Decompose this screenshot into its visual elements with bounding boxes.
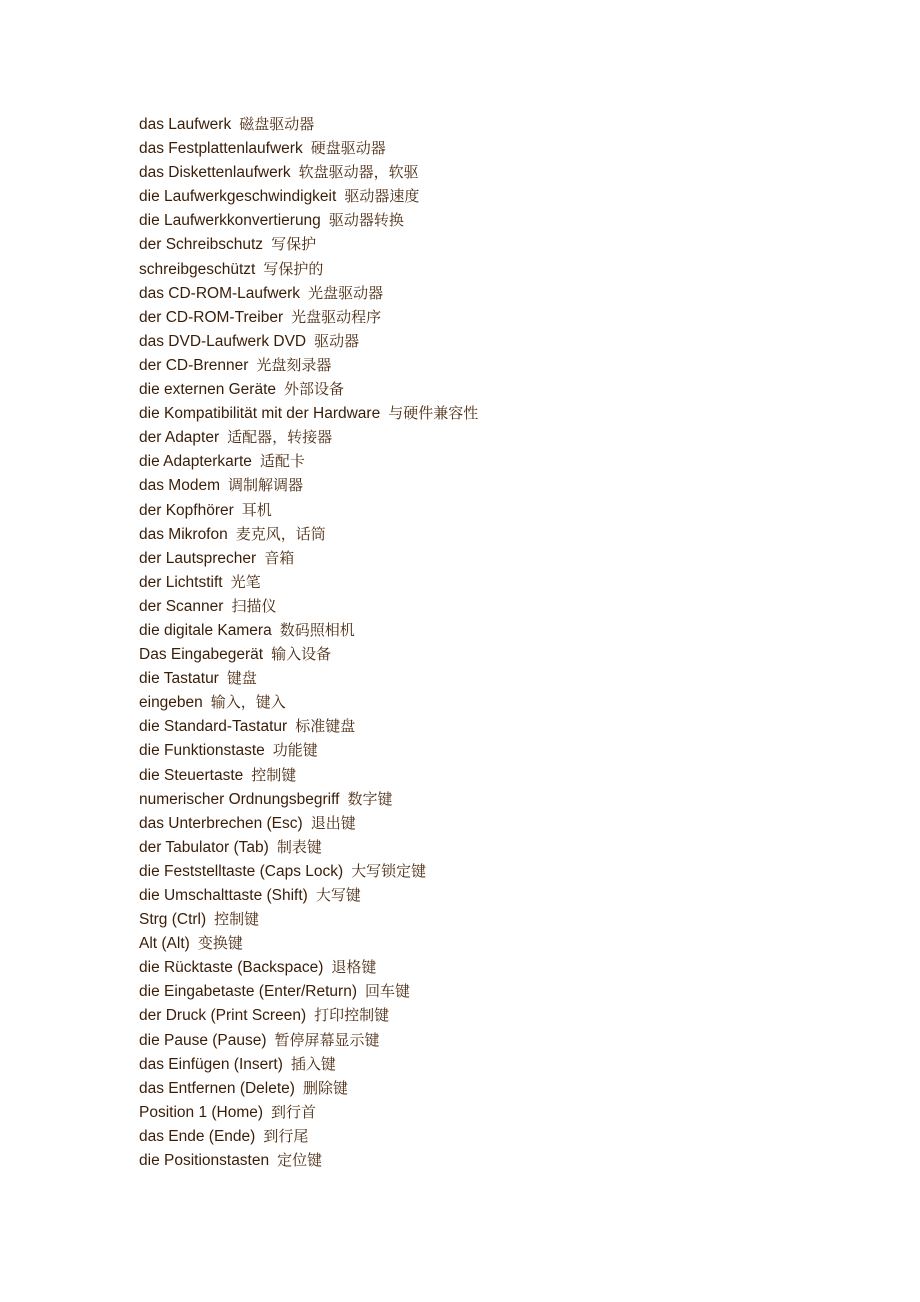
vocab-entry (139, 160, 478, 184)
vocab-entry (139, 931, 478, 955)
vocab-entry (139, 1052, 478, 1076)
vocab-entry (139, 329, 478, 353)
chinese-translation: 软盘驱动器，软驱 (298, 163, 419, 182)
chinese-translation: 大写锁定键 (351, 861, 427, 880)
vocab-entry (139, 642, 478, 666)
chinese-translation: 插入键 (290, 1054, 336, 1073)
vocab-entry (139, 859, 478, 883)
german-term: schreibgeschützt (139, 260, 256, 278)
chinese-translation: 变换键 (197, 934, 243, 953)
german-term: die digitale Kamera (139, 621, 272, 639)
german-term: der Lichtstift (139, 573, 223, 591)
german-term: das Unterbrechen (Esc) (139, 814, 303, 832)
german-term: der Druck (Print Screen) (139, 1007, 307, 1025)
german-term: die Feststelltaste (Caps Lock) (139, 862, 344, 880)
german-term: das Einfügen (Insert) (139, 1055, 283, 1073)
chinese-translation: 到行首 (271, 1102, 317, 1121)
chinese-translation: 外部设备 (284, 380, 345, 399)
vocab-entry (139, 353, 478, 377)
chinese-translation: 光笔 (230, 572, 261, 591)
german-term: der Adapter (139, 429, 220, 447)
german-term: das Entfernen (Delete) (139, 1079, 295, 1097)
vocab-entry (139, 1003, 478, 1027)
german-term: Alt (Alt) (139, 935, 190, 953)
chinese-translation: 音箱 (264, 548, 295, 567)
chinese-translation: 输入，键入 (210, 693, 286, 712)
german-term: das DVD-Laufwerk DVD (139, 332, 307, 350)
vocab-entry (139, 763, 478, 787)
german-term: das Mikrofon (139, 525, 228, 543)
german-term: die Rücktaste (Backspace) (139, 959, 324, 977)
german-term: die Funktionstaste (139, 742, 265, 760)
chinese-translation: 调制解调器 (227, 476, 303, 495)
chinese-translation: 控制键 (251, 765, 297, 784)
chinese-translation: 打印控制键 (314, 1006, 390, 1025)
german-term: das Ende (Ende) (139, 1127, 256, 1145)
vocab-entry (139, 835, 478, 859)
chinese-translation: 硬盘驱动器 (310, 139, 386, 158)
german-term: die Laufwerkgeschwindigkeit (139, 188, 337, 206)
german-term: Position 1 (Home) (139, 1103, 264, 1121)
chinese-translation: 大写键 (315, 886, 361, 904)
german-term: Das Eingabegerät (139, 646, 264, 664)
vocab-entry (139, 1148, 478, 1172)
german-term: das Diskettenlaufwerk (139, 164, 291, 182)
chinese-translation: 驱动器 (314, 331, 360, 350)
german-term: Strg (Ctrl) (139, 911, 207, 929)
german-term: die Standard-Tastatur (139, 718, 288, 736)
vocab-entry (139, 955, 478, 979)
chinese-translation: 光盘驱动器 (308, 283, 384, 302)
german-term: die externen Geräte (139, 381, 277, 399)
german-term: numerischer Ordnungsbegriff (139, 790, 340, 808)
chinese-translation: 回车键 (364, 982, 410, 1001)
german-term: eingeben (139, 694, 203, 712)
chinese-translation: 数字键 (347, 789, 393, 808)
chinese-translation: 控制键 (214, 910, 260, 929)
chinese-translation: 适配卡 (259, 452, 305, 471)
german-term: die Positionstasten (139, 1152, 270, 1170)
chinese-translation: 功能键 (272, 741, 318, 760)
vocab-entry (139, 883, 478, 907)
vocab-entry (139, 811, 478, 835)
chinese-translation: 暂停屏幕显示键 (274, 1030, 380, 1049)
chinese-translation: 写保护 (271, 235, 317, 254)
chinese-translation: 输入设备 (271, 645, 332, 664)
vocab-entry (139, 232, 478, 256)
german-term: der Kopfhörer (139, 501, 234, 519)
vocab-entry (139, 1076, 478, 1100)
german-term: der Schreibschutz (139, 236, 264, 254)
vocab-entry (139, 714, 478, 738)
chinese-translation: 驱动器速度 (344, 187, 420, 206)
german-term: die Steuertaste (139, 766, 244, 784)
chinese-translation: 退格键 (331, 958, 377, 977)
german-term: der Tabulator (Tab) (139, 838, 269, 856)
vocab-entry (139, 449, 478, 473)
chinese-translation: 适配器，转接器 (227, 428, 333, 447)
vocab-entry (139, 979, 478, 1003)
german-term: das CD-ROM-Laufwerk (139, 284, 301, 302)
german-term: der Lautsprecher (139, 549, 257, 567)
chinese-translation: 光盘驱动程序 (291, 307, 382, 326)
chinese-translation: 光盘刻录器 (256, 355, 332, 374)
chinese-translation: 到行尾 (263, 1126, 309, 1145)
german-term: der CD-Brenner (139, 356, 249, 374)
german-term: die Kompatibilität mit der Hardware (139, 405, 381, 423)
vocab-entry (139, 498, 478, 522)
chinese-translation: 扫描仪 (231, 596, 277, 615)
vocab-entry (139, 738, 478, 762)
vocab-entry (139, 1124, 478, 1148)
vocab-entry (139, 257, 478, 281)
vocab-entry (139, 208, 478, 232)
german-term: die Adapterkarte (139, 453, 252, 471)
german-term: die Umschalttaste (Shift) (139, 887, 308, 904)
vocab-entry (139, 546, 478, 570)
chinese-translation: 磁盘驱动器 (239, 115, 315, 133)
vocab-entry (139, 570, 478, 594)
german-term: das Modem (139, 477, 220, 495)
chinese-translation: 数码照相机 (279, 620, 355, 639)
german-term: die Eingabetaste (Enter/Return) (139, 983, 357, 1001)
vocab-entry (139, 1100, 478, 1124)
chinese-translation: 驱动器转换 (328, 211, 404, 230)
vocab-entry (139, 184, 478, 208)
vocab-entry (139, 690, 478, 714)
vocab-entry (139, 305, 478, 329)
vocab-entry (139, 377, 478, 401)
german-term: das Festplattenlaufwerk (139, 140, 303, 158)
vocab-entry (139, 281, 478, 305)
chinese-translation: 与硬件兼容性 (388, 404, 479, 423)
german-term: die Laufwerkkonvertierung (139, 212, 321, 230)
vocab-entry (139, 112, 478, 136)
vocab-entry (139, 401, 478, 425)
vocab-entry (139, 425, 478, 449)
vocab-entry (139, 787, 478, 811)
chinese-translation: 制表键 (276, 837, 322, 856)
vocab-entry (139, 618, 478, 642)
chinese-translation: 耳机 (241, 500, 272, 519)
chinese-translation: 写保护的 (263, 259, 324, 278)
german-term: die Pause (Pause) (139, 1031, 267, 1049)
chinese-translation: 删除键 (302, 1078, 348, 1097)
chinese-translation: 定位键 (277, 1151, 323, 1170)
vocab-entry (139, 522, 478, 546)
vocab-entry (139, 473, 478, 497)
vocabulary-list (139, 112, 478, 1172)
vocab-entry (139, 666, 478, 690)
chinese-translation: 退出键 (310, 813, 356, 832)
vocab-entry (139, 1028, 478, 1052)
vocab-entry (139, 907, 478, 931)
chinese-translation: 麦克风，话筒 (235, 524, 326, 543)
german-term: die Tastatur (139, 670, 219, 688)
german-term: der CD-ROM-Treiber (139, 308, 284, 326)
vocab-entry (139, 594, 478, 618)
german-term: der Scanner (139, 597, 224, 615)
vocab-entry (139, 136, 478, 160)
chinese-translation: 键盘 (226, 669, 257, 688)
german-term: das Laufwerk (139, 116, 232, 133)
chinese-translation: 标准键盘 (295, 717, 356, 736)
